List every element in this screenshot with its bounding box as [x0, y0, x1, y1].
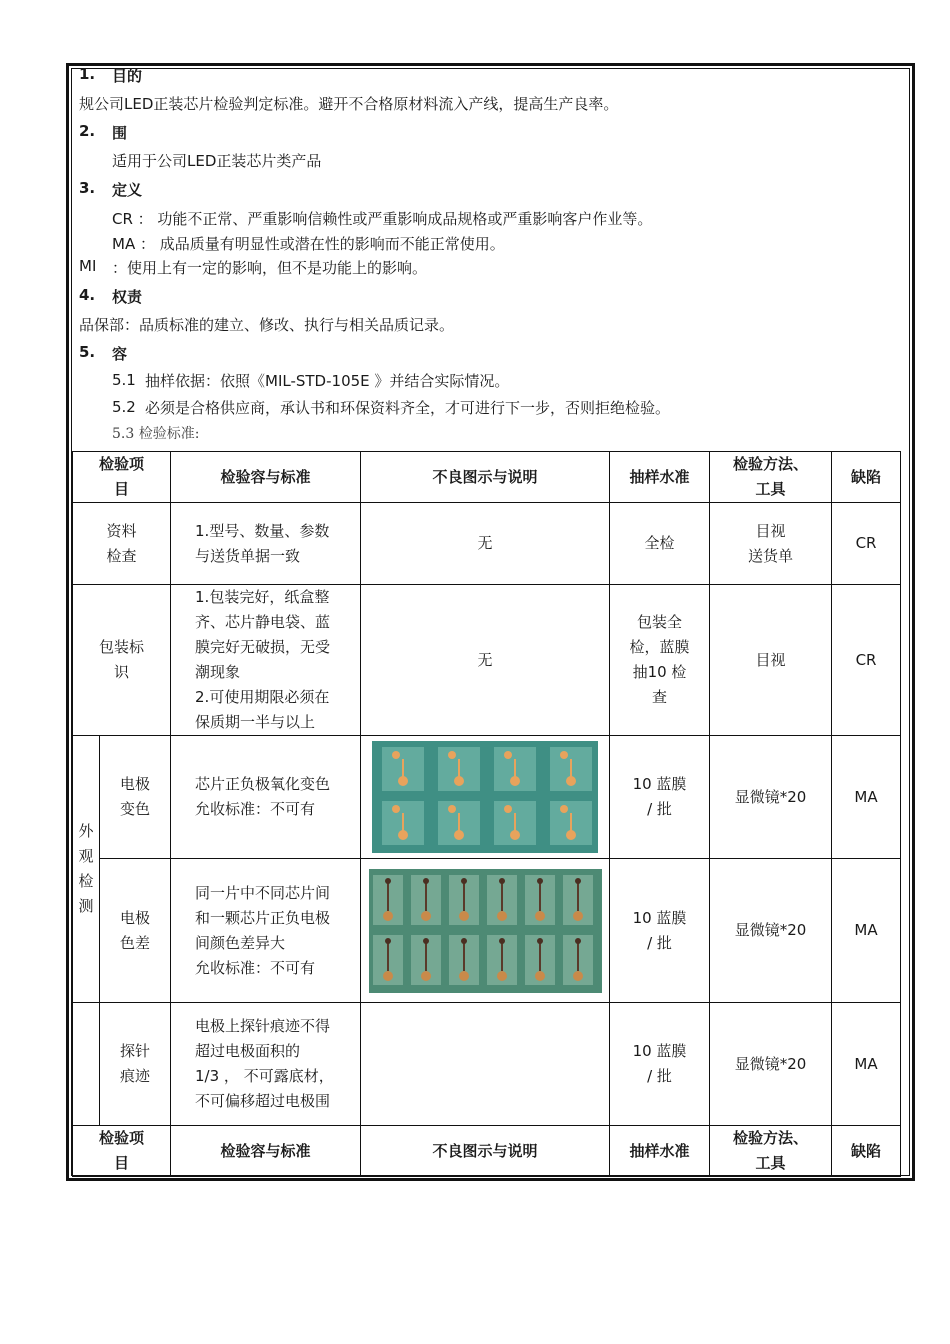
item-5-2-number: 5.2 [112, 398, 136, 416]
row-sampling: 10 蓝膜 / 批 [610, 736, 710, 859]
section-5-title: 容 [112, 345, 128, 363]
row-defect [361, 1003, 610, 1126]
table-row [73, 503, 901, 585]
row-content: 芯片正负极氧化变色 允收标准：不可有 [171, 736, 361, 859]
row-content: 1.型号、数量、参数 与送货单据一致 [171, 503, 361, 585]
header-sampling: 抽样水准 [610, 1126, 710, 1177]
header-content: 检验容与标准 [171, 452, 361, 503]
row-method: 显微镜*20 [710, 736, 832, 859]
row-defect: 无 [361, 503, 610, 585]
section-2-body: 适用于公司LED正装芯片类产品 [112, 152, 322, 170]
item-5-1-text: 抽样依据：依照《MIL-STD-105E 》并结合实际情况。 [145, 372, 510, 390]
row-item: 包装标 识 [73, 585, 171, 736]
header-defect: 不良图示与说明 [361, 452, 610, 503]
header-content: 检验容与标准 [171, 1126, 361, 1177]
header-item: 检验项 目 [73, 1126, 171, 1177]
definition-mi-label: MI [79, 257, 97, 275]
header-severity: 缺陷 [832, 452, 901, 503]
section-5-number: 5. [79, 343, 96, 361]
item-5-1-number: 5.1 [112, 371, 136, 389]
table-footer-header-row [73, 1126, 901, 1177]
section-3-title: 定义 [112, 181, 143, 199]
row-method: 显微镜*20 [710, 1003, 832, 1126]
row-defect-image [361, 859, 610, 1003]
inspection-table [72, 451, 901, 1177]
row-severity: CR [832, 503, 901, 585]
definition-mi: ：使用上有一定的影响，但不是功能上的影响。 [112, 259, 428, 277]
row-severity: CR [832, 585, 901, 736]
row-item: 电极 色差 [100, 859, 171, 1003]
electrode-color-difference-image [369, 869, 602, 993]
table-row [73, 859, 901, 1003]
row-method: 目视 送货单 [710, 503, 832, 585]
row-defect-image [361, 736, 610, 859]
table-row [73, 736, 901, 859]
definition-ma: MA ： 成品质量有明显性或潜在性的影响而不能正常使用。 [112, 235, 505, 253]
row-item: 资料 检查 [73, 503, 171, 585]
section-1-number: 1. [79, 65, 96, 83]
section-1-title: 目的 [112, 67, 143, 85]
row-sampling: 10 蓝膜 / 批 [610, 859, 710, 1003]
section-2-number: 2. [79, 122, 96, 140]
section-4-number: 4. [79, 286, 96, 304]
section-3-number: 3. [79, 179, 96, 197]
item-5-3-text: 5.3 检验标准: [112, 426, 200, 442]
row-method: 目视 [710, 585, 832, 736]
electrode-discoloration-image [372, 741, 598, 853]
header-method: 检验方法、 工具 [710, 452, 832, 503]
row-item: 探针 痕迹 [100, 1003, 171, 1126]
row-content: 同一片中不同芯片间 和一颗芯片正负电极 间颜色差异大 允收标准：不可有 [171, 859, 361, 1003]
header-method: 检验方法、 工具 [710, 1126, 832, 1177]
item-5-2-text: 必须是合格供应商，承认书和环保资料齐全，才可进行下一步，否则拒绝检验。 [145, 399, 671, 417]
header-defect: 不良图示与说明 [361, 1126, 610, 1177]
section-4-body: 品保部：品质标准的建立、修改、执行与相关品质记录。 [79, 316, 455, 334]
definition-cr: CR ： 功能不正常、严重影响信赖性或严重影响成品规格或严重影响客户作业等。 [112, 210, 653, 228]
row-sampling: 10 蓝膜 / 批 [610, 1003, 710, 1126]
row-sampling: 全检 [610, 503, 710, 585]
row-content: 电极上探针痕迹不得 超过电极面积的 1/3 ， 不可露底材， 不可偏移超过电极围 [171, 1003, 361, 1126]
section-1-body: 规公司LED正装芯片检验判定标准。避开不合格原材料流入产线，提高生产良率。 [79, 95, 619, 113]
group-label-appearance: 外 观 检 测 [73, 736, 100, 1003]
row-defect: 无 [361, 585, 610, 736]
section-4-title: 权责 [112, 288, 143, 306]
section-2-title: 围 [112, 124, 128, 142]
row-severity: MA [832, 736, 901, 859]
row-item: 电极 变色 [100, 736, 171, 859]
header-item: 检验项 目 [73, 452, 171, 503]
row-sampling: 包装全 检，蓝膜 抽10 检 查 [610, 585, 710, 736]
header-severity: 缺陷 [832, 1126, 901, 1177]
row-severity: MA [832, 1003, 901, 1126]
table-row [73, 585, 901, 736]
table-row [73, 1003, 901, 1126]
header-sampling: 抽样水准 [610, 452, 710, 503]
group-label-empty [73, 1003, 100, 1126]
row-method: 显微镜*20 [710, 859, 832, 1003]
table-header-row [73, 452, 901, 503]
row-content: 1.包装完好，纸盒整 齐、芯片静电袋、蓝 膜完好无破损，无受 潮现象 2.可使用期限必须在 保质期一半与以上 [171, 585, 361, 736]
row-severity: MA [832, 859, 901, 1003]
